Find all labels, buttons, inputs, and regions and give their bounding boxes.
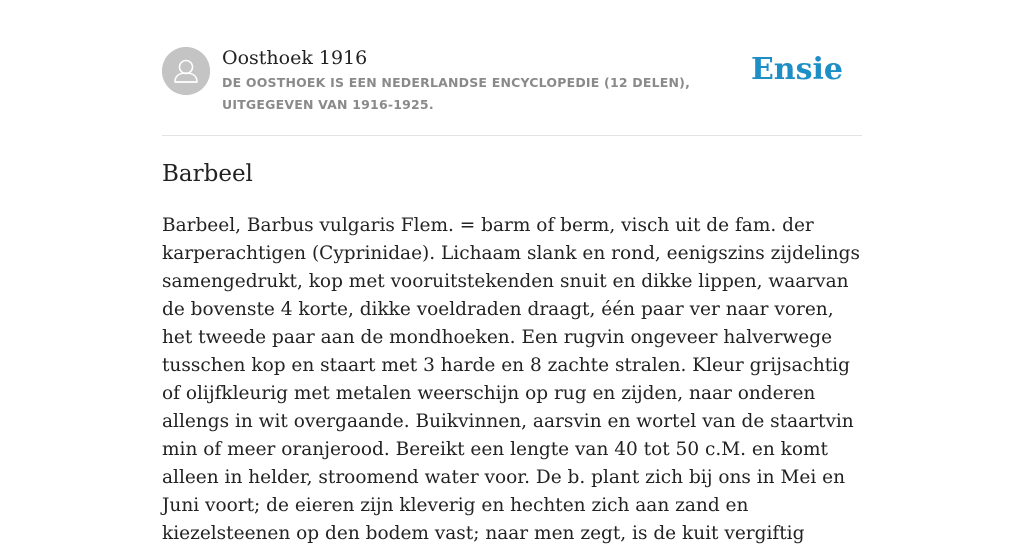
article-body: Barbeel, Barbus vulgaris Flem. = barm of berm, visch uit de fam. der karperachtigen (Cyprinidae). Lichaam slank en rond, eenigszins zijdelings samengedrukt, kop met vooruitstekenden snuit en dikke lippen, waarvan de bovenste 4 korte, dikke voeldraden draagt, één paar ver naar voren, het tweede paar aan de mondhoeken. Een rugvin ongeveer halverwege tusschen kop en staart met 3 harde en 8 zachte stralen. Kleur grijsachtig of olijfkleurig met metalen weerschijn op rug en zijden, naar onderen allengs in wit overgaande. Buikvinnen, aarsvin en wortel van de staartvin min of meer oranjerood. Bereikt een lengte van 40 tot 50 c.M. en komt alleen in helder, stroomend water voor. De b. plant zich bij ons in Mei en Juni voort; de eieren zijn kleverig en hechten zich aan zand en kiezelsteenen op den bodem vast; naar men zegt, is de kuit vergiftig [162, 215, 860, 544]
header-divider [162, 135, 862, 136]
ensie-logo-link[interactable]: Ensie [750, 52, 843, 87]
source-description: DE OOSTHOEK IS EEN NEDERLANDSE ENCYCLOPEDIE (12 DELEN), UITGEGEVEN VAN 1916-1925. [222, 75, 691, 112]
source-title[interactable]: Oosthoek 1916 [222, 47, 368, 69]
user-silhouette-icon[interactable] [162, 47, 210, 95]
article-title: Barbeel [162, 161, 253, 187]
source-header [162, 46, 862, 116]
